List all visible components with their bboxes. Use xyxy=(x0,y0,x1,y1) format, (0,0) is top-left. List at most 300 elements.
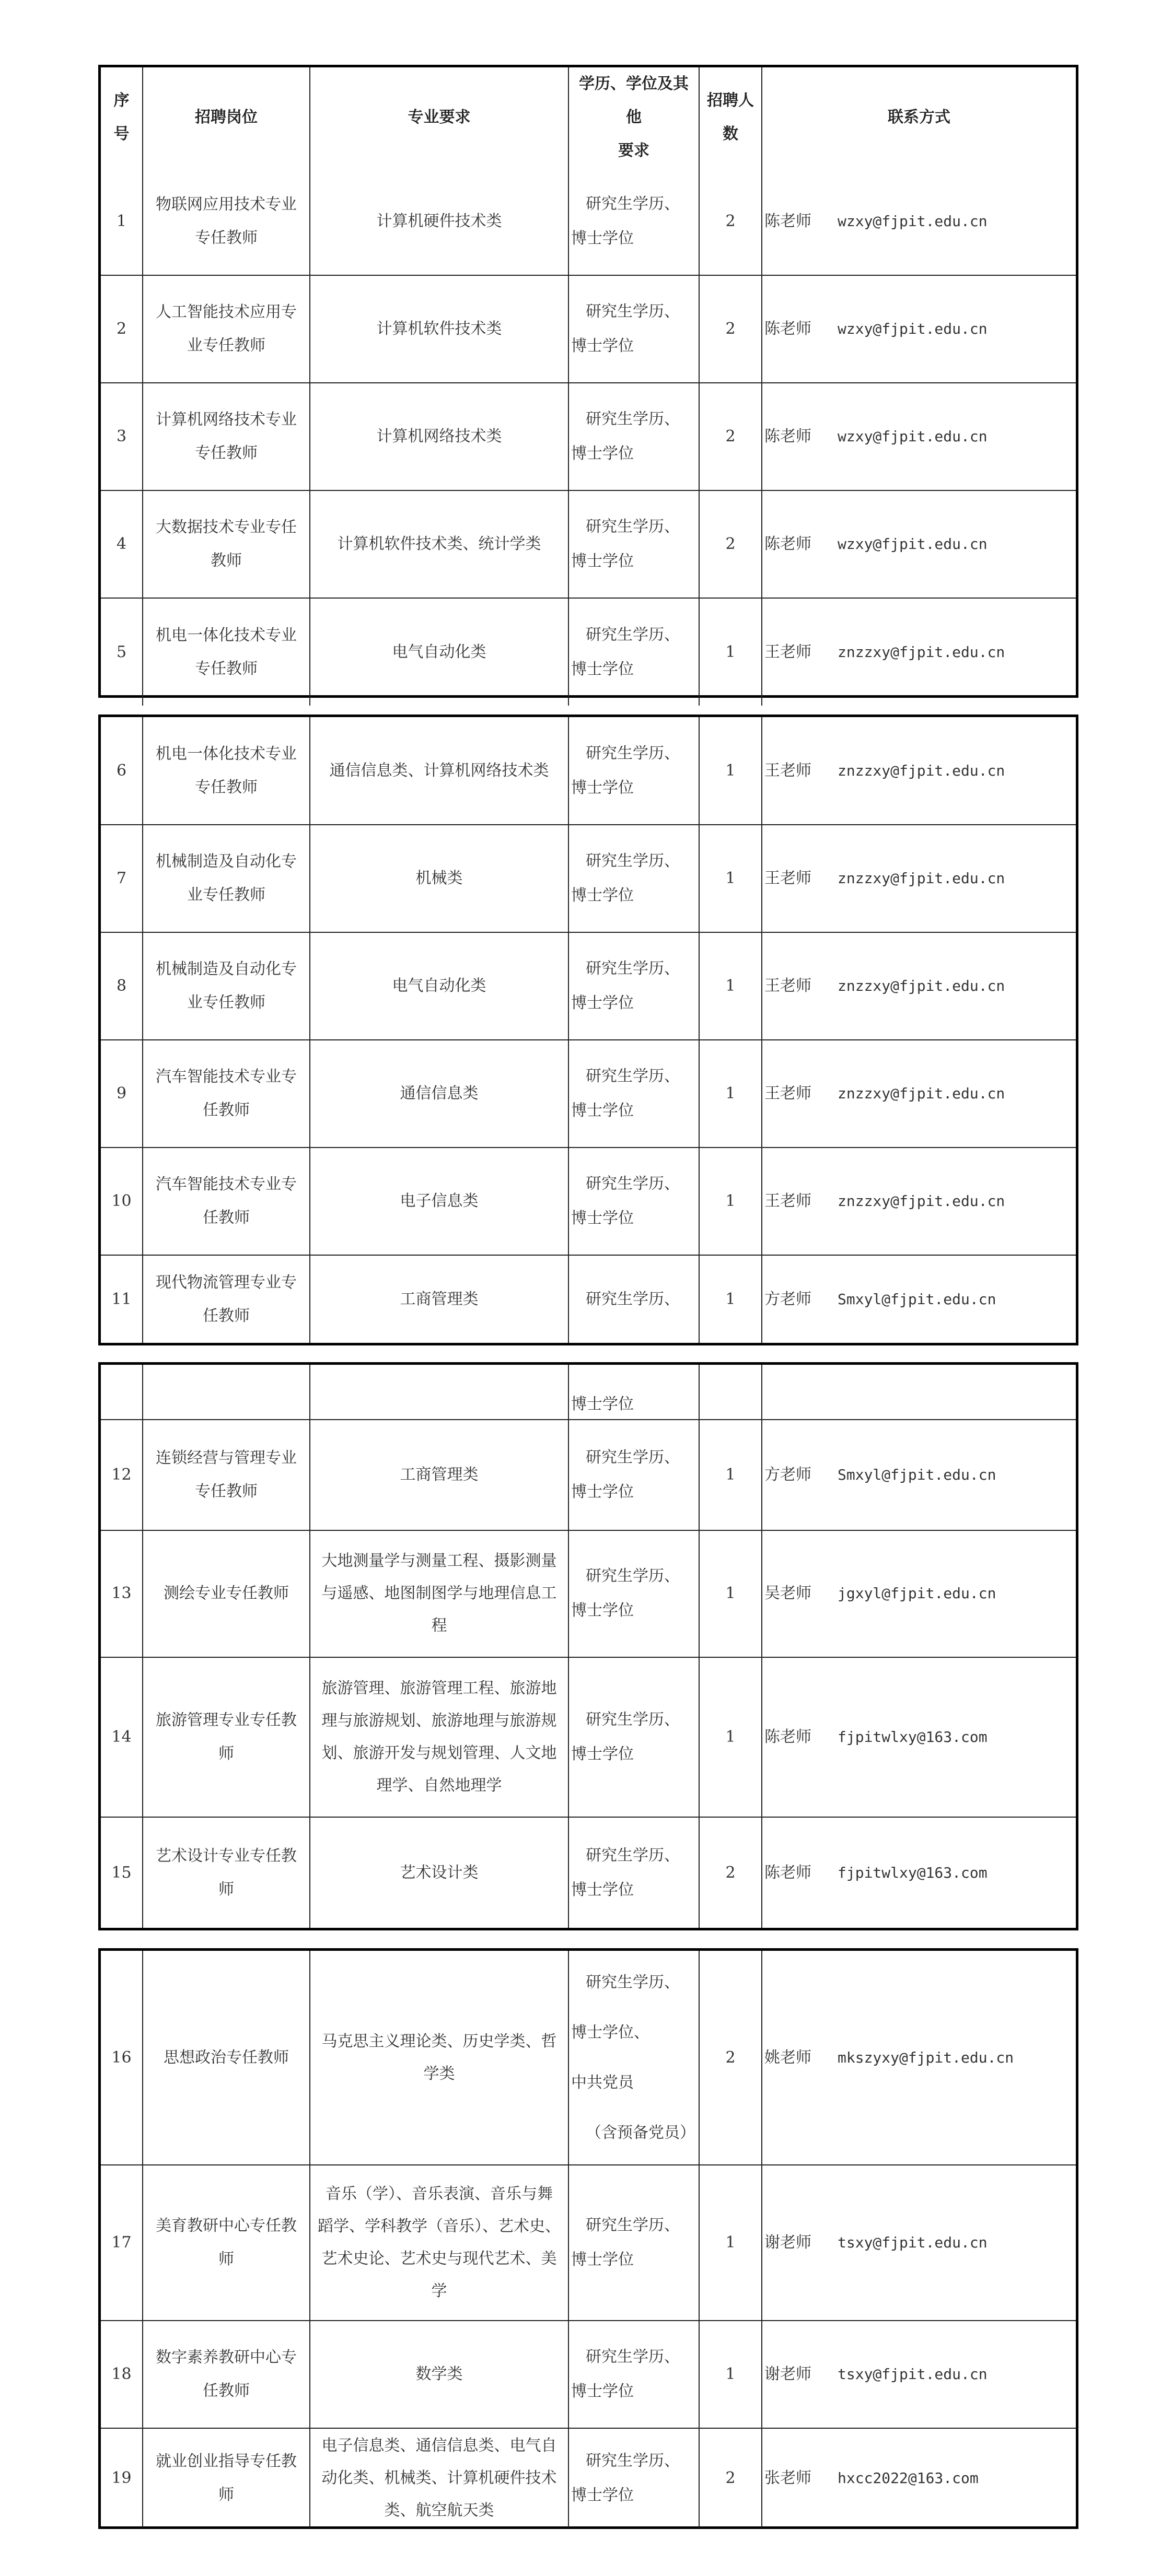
cell-contact xyxy=(762,2321,1076,2428)
cell-line: 数字素养教研中心专 xyxy=(156,2348,297,2367)
cell-count xyxy=(699,1365,762,1420)
contact-email: fjpitwlxy@163.com xyxy=(838,1864,988,1881)
cell-contact xyxy=(762,383,1076,490)
cell-contact xyxy=(762,825,1076,932)
cell-count: 1 xyxy=(699,1040,762,1148)
cell-major xyxy=(310,1951,568,2165)
cell-position xyxy=(143,825,310,932)
cell-no: 1 xyxy=(101,168,143,275)
cell-line: 音乐（学）、音乐表演、音乐与舞 xyxy=(326,2185,553,2203)
cell-line: 电气自动化类 xyxy=(392,642,486,661)
cell-line: 计算机硬件技术类 xyxy=(376,212,502,230)
table-row xyxy=(101,1817,1076,1928)
cell-education xyxy=(568,1817,699,1928)
table-row xyxy=(101,1255,1076,1343)
cell-line: 博士学位 xyxy=(571,552,634,570)
cell-line: 研究生学历、 xyxy=(586,194,680,213)
cell-line: 任教师 xyxy=(203,2382,250,2400)
contact-email: tsxy@fjpit.edu.cn xyxy=(838,2234,988,2251)
cell-contact xyxy=(762,1530,1076,1657)
cell-no: 7 xyxy=(101,825,143,932)
cell-line: 研究生学历、 xyxy=(586,1448,680,1467)
cell-no: 6 xyxy=(101,717,143,825)
cell-contact xyxy=(762,2428,1076,2527)
cell-major xyxy=(310,1817,568,1928)
cell-line: 教师 xyxy=(211,552,242,570)
cell-major xyxy=(310,1148,568,1255)
cell-contact xyxy=(762,168,1076,275)
contact-name: 王老师 xyxy=(764,1192,811,1210)
contact-name: 谢老师 xyxy=(764,2233,811,2252)
seg2-body xyxy=(101,717,1076,1343)
cell-line: 研究生学历、 xyxy=(586,1710,680,1729)
cell-line: 旅游管理、旅游管理工程、旅游地 xyxy=(321,1679,557,1697)
cell-line: 机电一体化技术专业 xyxy=(156,744,297,763)
cell-no: 11 xyxy=(101,1255,143,1343)
cell-line: 博士学位 xyxy=(571,1482,634,1501)
contact-name: 王老师 xyxy=(764,869,811,887)
table-row xyxy=(101,168,1076,275)
cell-line: 电气自动化类 xyxy=(392,977,486,995)
seg4-body xyxy=(101,1951,1076,2527)
cell-line: 博士学位 xyxy=(571,2251,634,2269)
cell-line: 师 xyxy=(218,2250,234,2268)
cell-education xyxy=(568,1951,699,2165)
header-major: 专业要求 xyxy=(310,67,568,168)
cell-contact xyxy=(762,1040,1076,1148)
cell-no: 15 xyxy=(101,1817,143,1928)
cell-line: 博士学位 xyxy=(571,1209,634,1227)
cell-line: 美育教研中心专任教 xyxy=(156,2217,297,2235)
table-row xyxy=(101,1657,1076,1818)
recruitment-table-part-1 xyxy=(101,67,1076,706)
cell-line: 研究生学历、 xyxy=(586,1973,680,1992)
cell-line: 旅游管理专业专任教 xyxy=(156,1711,297,1729)
cell-line: 博士学位 xyxy=(571,994,634,1012)
contact-email: znzzxy@fjpit.edu.cn xyxy=(838,762,1005,779)
cell-line: 学 xyxy=(431,2282,447,2300)
cell-count: 1 xyxy=(699,932,762,1040)
cell-education xyxy=(568,2165,699,2321)
cell-contact xyxy=(762,1420,1076,1530)
cell-count: 2 xyxy=(699,1817,762,1928)
cell-no: 8 xyxy=(101,932,143,1040)
contact-name: 姚老师 xyxy=(764,2048,811,2067)
cell-contact xyxy=(762,1148,1076,1255)
cell-major xyxy=(310,490,568,598)
cell-count: 1 xyxy=(699,2321,762,2428)
cell-position xyxy=(143,1530,310,1657)
contact-name: 陈老师 xyxy=(764,1727,811,1746)
header-education: 学历、学位及其他 要求 xyxy=(568,67,699,168)
cell-line: 任教师 xyxy=(203,1101,250,1119)
cell-line: 汽车智能技术专业专 xyxy=(156,1175,297,1193)
cell-count: 2 xyxy=(699,168,762,275)
cell-position xyxy=(143,2321,310,2428)
cell-line: 与遥感、地图制图学与地理信息工 xyxy=(321,1584,557,1603)
contact-email: wzxy@fjpit.edu.cn xyxy=(838,320,988,337)
cell-no: 10 xyxy=(101,1148,143,1255)
cell-line: 蹈学、学科教学（音乐）、艺术史、 xyxy=(318,2217,561,2235)
cell-line: （含预备党员） xyxy=(586,2123,695,2142)
cell-line: 研究生学历、 xyxy=(586,1290,680,1308)
cell-position xyxy=(143,598,310,706)
cell-line: 业专任教师 xyxy=(187,993,265,1012)
cell-line: 师 xyxy=(218,1880,234,1899)
cell-line: 划、旅游开发与规划管理、人文地 xyxy=(321,1743,557,1762)
cell-line: 机械制造及自动化专 xyxy=(156,852,297,871)
cell-no: 5 xyxy=(101,598,143,706)
cell-education xyxy=(568,168,699,275)
cell-position xyxy=(143,1255,310,1343)
cell-line: 研究生学历、 xyxy=(586,625,680,644)
cell-line: 思想政治专任教师 xyxy=(164,2048,289,2067)
cell-line: 工商管理类 xyxy=(400,1465,479,1484)
contact-email: znzzxy@fjpit.edu.cn xyxy=(838,977,1005,994)
cell-line: 计算机软件技术类 xyxy=(376,320,502,338)
cell-contact xyxy=(762,1817,1076,1928)
contact-name: 方老师 xyxy=(764,1290,811,1308)
cell-major xyxy=(310,2321,568,2428)
contact-email: jgxyl@fjpit.edu.cn xyxy=(838,1585,996,1602)
cell-line: 业专任教师 xyxy=(187,336,265,355)
contact-name: 陈老师 xyxy=(764,1863,811,1882)
cell-line: 现代物流管理专业专 xyxy=(156,1273,297,1292)
contact-name: 吴老师 xyxy=(764,1584,811,1603)
table-row xyxy=(101,1951,1076,2165)
contact-email: wzxy@fjpit.edu.cn xyxy=(838,212,988,230)
cell-education xyxy=(568,1365,699,1420)
cell-line: 专任教师 xyxy=(195,1482,258,1501)
cell-line: 专任教师 xyxy=(195,444,258,462)
cell-position xyxy=(143,717,310,825)
cell-line: 艺术史论、艺术史与现代艺术、美 xyxy=(321,2250,557,2268)
cell-line: 研究生学历、 xyxy=(586,302,680,321)
cell-count: 2 xyxy=(699,275,762,383)
cell-count: 2 xyxy=(699,383,762,490)
cell-line: 研究生学历、 xyxy=(586,518,680,536)
cell-line: 任教师 xyxy=(203,1209,250,1227)
table-row xyxy=(101,2321,1076,2428)
table-row xyxy=(101,825,1076,932)
cell-line: 博士学位 xyxy=(571,886,634,905)
cell-line: 计算机网络技术类 xyxy=(376,427,502,446)
contact-email: wzxy@fjpit.edu.cn xyxy=(838,428,988,445)
table-row xyxy=(101,1420,1076,1530)
cell-no: 3 xyxy=(101,383,143,490)
cell-education xyxy=(568,1420,699,1530)
cell-line: 博士学位 xyxy=(571,1880,634,1899)
cell-line: 研究生学历、 xyxy=(586,2216,680,2234)
cell-line: 研究生学历、 xyxy=(586,1846,680,1865)
cell-position xyxy=(143,1040,310,1148)
cell-contact xyxy=(762,275,1076,383)
cell-line: 专任教师 xyxy=(195,659,258,678)
cell-major xyxy=(310,825,568,932)
cell-line: 业专任教师 xyxy=(187,886,265,904)
cell-line: 师 xyxy=(218,1744,234,1763)
contact-name: 陈老师 xyxy=(764,212,811,230)
cell-no: 14 xyxy=(101,1657,143,1818)
cell-no: 9 xyxy=(101,1040,143,1148)
cell-line: 研究生学历、 xyxy=(586,852,680,870)
cell-line: 研究生学历、 xyxy=(586,744,680,763)
cell-contact xyxy=(762,717,1076,825)
cell-no: 17 xyxy=(101,2165,143,2321)
contact-email: fjpitwlxy@163.com xyxy=(838,1728,988,1746)
cell-line: 机械制造及自动化专 xyxy=(156,960,297,978)
cell-education xyxy=(568,383,699,490)
cell-line: 中共党员 xyxy=(571,2073,634,2092)
contact-email: znzzxy@fjpit.edu.cn xyxy=(838,1192,1005,1210)
table-segment-3 xyxy=(98,1362,1078,1930)
cell-education xyxy=(568,932,699,1040)
cell-count: 1 xyxy=(699,825,762,932)
table-row xyxy=(101,1365,1076,1420)
cell-line: 艺术设计专业专任教 xyxy=(156,1846,297,1865)
cell-count: 1 xyxy=(699,717,762,825)
cell-line: 博士学位 xyxy=(571,1395,634,1413)
cell-line: 研究生学历、 xyxy=(586,2348,680,2366)
table-segment-1 xyxy=(98,65,1078,698)
cell-education xyxy=(568,1657,699,1818)
cell-education xyxy=(568,2321,699,2428)
cell-line: 大地测量学与测量工程、摄影测量 xyxy=(321,1552,557,1571)
contact-name: 王老师 xyxy=(764,1084,811,1103)
header-position: 招聘岗位 xyxy=(143,67,310,168)
seg1-body xyxy=(101,168,1076,706)
cell-count: 1 xyxy=(699,1148,762,1255)
cell-major xyxy=(310,1040,568,1148)
cell-count: 1 xyxy=(699,1255,762,1343)
cell-major xyxy=(310,168,568,275)
cell-line: 马克思主义理论类、历史学类、哲 xyxy=(321,2032,557,2051)
table-row xyxy=(101,2165,1076,2321)
cell-no: 12 xyxy=(101,1420,143,1530)
cell-count: 1 xyxy=(699,1530,762,1657)
cell-major xyxy=(310,717,568,825)
cell-line: 就业创业指导专任教 xyxy=(156,2452,297,2470)
cell-line: 博士学位 xyxy=(571,444,634,463)
cell-education xyxy=(568,1255,699,1343)
cell-no: 16 xyxy=(101,1951,143,2165)
contact-email: Smxyl@fjpit.edu.cn xyxy=(838,1466,996,1483)
contact-name: 王老师 xyxy=(764,761,811,780)
cell-education xyxy=(568,2428,699,2527)
table-row xyxy=(101,1148,1076,1255)
cell-line: 博士学位 xyxy=(571,337,634,355)
table-segment-2 xyxy=(98,715,1078,1345)
cell-major xyxy=(310,932,568,1040)
cell-line: 测绘专业专任教师 xyxy=(164,1584,289,1603)
cell-major xyxy=(310,275,568,383)
header-count: 招聘人 数 xyxy=(699,67,762,168)
cell-count: 1 xyxy=(699,1657,762,1818)
table-row xyxy=(101,598,1076,706)
cell-line: 研究生学历、 xyxy=(586,1567,680,1586)
cell-education xyxy=(568,1530,699,1657)
cell-count: 2 xyxy=(699,2428,762,2527)
contact-email: hxcc2022@163.com xyxy=(838,2469,979,2487)
cell-major xyxy=(310,1530,568,1657)
cell-line: 电子信息类、通信信息类、电气自 xyxy=(321,2436,557,2455)
cell-line: 连锁经营与管理专业 xyxy=(156,1448,297,1467)
cell-major xyxy=(310,1420,568,1530)
cell-major xyxy=(310,1657,568,1818)
contact-name: 方老师 xyxy=(764,1465,811,1484)
contact-name: 王老师 xyxy=(764,977,811,995)
cell-count: 2 xyxy=(699,490,762,598)
cell-line: 博士学位 xyxy=(571,229,634,248)
contact-email: Smxyl@fjpit.edu.cn xyxy=(838,1290,996,1308)
cell-line: 工商管理类 xyxy=(400,1290,479,1308)
cell-contact xyxy=(762,490,1076,598)
cell-position xyxy=(143,1817,310,1928)
cell-line: 人工智能技术应用专 xyxy=(156,303,297,321)
cell-education xyxy=(568,1040,699,1148)
cell-no xyxy=(101,1365,143,1420)
table-row xyxy=(101,1530,1076,1657)
contact-name: 陈老师 xyxy=(764,320,811,338)
cell-line: 电子信息类 xyxy=(400,1192,479,1210)
cell-position xyxy=(143,932,310,1040)
seg3-body xyxy=(101,1365,1076,1928)
cell-major xyxy=(310,2165,568,2321)
cell-major xyxy=(310,1365,568,1420)
cell-education xyxy=(568,825,699,932)
table-row xyxy=(101,490,1076,598)
recruitment-table-part-2 xyxy=(101,717,1076,1343)
table-segment-4 xyxy=(98,1948,1078,2529)
cell-line: 研究生学历、 xyxy=(586,959,680,978)
cell-count: 1 xyxy=(699,598,762,706)
cell-no: 13 xyxy=(101,1530,143,1657)
cell-line: 专任教师 xyxy=(195,778,258,797)
contact-name: 谢老师 xyxy=(764,2365,811,2383)
cell-education xyxy=(568,598,699,706)
contact-email: mkszyxy@fjpit.edu.cn xyxy=(838,2048,1014,2066)
cell-line: 动化类、机械类、计算机硬件技术 xyxy=(321,2468,557,2487)
cell-position xyxy=(143,168,310,275)
cell-count: 2 xyxy=(699,1951,762,2165)
cell-line: 类、航空航天类 xyxy=(384,2501,494,2520)
cell-position xyxy=(143,1148,310,1255)
table-row xyxy=(101,932,1076,1040)
cell-line: 程 xyxy=(431,1617,447,1635)
contact-email: znzzxy@fjpit.edu.cn xyxy=(838,1085,1005,1102)
cell-position xyxy=(143,1657,310,1818)
cell-line: 艺术设计类 xyxy=(400,1863,479,1882)
contact-email: wzxy@fjpit.edu.cn xyxy=(838,535,988,553)
table-row xyxy=(101,275,1076,383)
cell-count: 1 xyxy=(699,2165,762,2321)
cell-no: 4 xyxy=(101,490,143,598)
contact-name: 陈老师 xyxy=(764,535,811,553)
cell-line: 通信信息类 xyxy=(400,1084,479,1103)
cell-line: 学类 xyxy=(423,2064,455,2083)
contact-name: 陈老师 xyxy=(764,427,811,446)
cell-line: 计算机软件技术类、统计学类 xyxy=(337,535,541,553)
cell-contact xyxy=(762,2165,1076,2321)
cell-line: 研究生学历、 xyxy=(586,1175,680,1193)
cell-line: 物联网应用技术专业 xyxy=(156,195,297,214)
cell-major xyxy=(310,2428,568,2527)
cell-contact xyxy=(762,1255,1076,1343)
cell-line: 博士学位 xyxy=(571,778,634,797)
cell-position xyxy=(143,1365,310,1420)
cell-line: 机电一体化技术专业 xyxy=(156,626,297,645)
cell-education xyxy=(568,1148,699,1255)
cell-contact xyxy=(762,598,1076,706)
table-row xyxy=(101,2428,1076,2527)
cell-line: 汽车智能技术专业专 xyxy=(156,1068,297,1086)
cell-count: 1 xyxy=(699,1420,762,1530)
cell-education xyxy=(568,490,699,598)
cell-major xyxy=(310,598,568,706)
recruitment-table-part-3 xyxy=(101,1365,1076,1928)
header-contact: 联系方式 xyxy=(762,67,1076,168)
cell-line: 博士学位、 xyxy=(571,2023,649,2042)
cell-position xyxy=(143,1951,310,2165)
table-row xyxy=(101,383,1076,490)
cell-line: 计算机网络技术专业 xyxy=(156,411,297,429)
cell-line: 理与旅游规划、旅游地理与旅游规 xyxy=(321,1711,557,1730)
cell-line: 博士学位 xyxy=(571,1102,634,1120)
cell-line: 研究生学历、 xyxy=(586,410,680,428)
table-header-row xyxy=(101,67,1076,168)
cell-line: 专任教师 xyxy=(195,228,258,247)
table-row xyxy=(101,717,1076,825)
cell-education xyxy=(568,717,699,825)
cell-line: 博士学位 xyxy=(571,1744,634,1763)
cell-no: 19 xyxy=(101,2428,143,2527)
cell-line: 研究生学历、 xyxy=(586,2451,680,2470)
header-no: 序号 xyxy=(101,67,143,168)
cell-line: 通信信息类、计算机网络技术类 xyxy=(329,761,549,780)
recruitment-table-part-4 xyxy=(101,1951,1076,2527)
cell-line: 博士学位 xyxy=(571,1601,634,1620)
cell-line: 机械类 xyxy=(415,869,463,887)
contact-email: znzzxy@fjpit.edu.cn xyxy=(838,643,1005,661)
cell-no: 2 xyxy=(101,275,143,383)
cell-line: 博士学位 xyxy=(571,2382,634,2401)
cell-line: 研究生学历、 xyxy=(586,1067,680,1085)
cell-major xyxy=(310,1255,568,1343)
contact-name: 张老师 xyxy=(764,2468,811,2487)
cell-position xyxy=(143,383,310,490)
cell-position xyxy=(143,275,310,383)
cell-line: 任教师 xyxy=(203,1306,250,1325)
cell-major xyxy=(310,383,568,490)
cell-line: 理学、自然地理学 xyxy=(376,1776,502,1795)
cell-position xyxy=(143,2165,310,2321)
cell-position xyxy=(143,490,310,598)
cell-position xyxy=(143,1420,310,1530)
cell-line: 博士学位 xyxy=(571,2486,634,2504)
cell-education xyxy=(568,275,699,383)
cell-contact xyxy=(762,932,1076,1040)
cell-no: 18 xyxy=(101,2321,143,2428)
contact-email: tsxy@fjpit.edu.cn xyxy=(838,2366,988,2383)
cell-contact xyxy=(762,1951,1076,2165)
contact-email: znzzxy@fjpit.edu.cn xyxy=(838,870,1005,887)
cell-line: 大数据技术专业专任 xyxy=(156,518,297,536)
cell-line: 博士学位 xyxy=(571,660,634,678)
table-row xyxy=(101,1040,1076,1148)
cell-line: 师 xyxy=(218,2485,234,2504)
contact-name: 王老师 xyxy=(764,642,811,661)
cell-contact xyxy=(762,1365,1076,1420)
